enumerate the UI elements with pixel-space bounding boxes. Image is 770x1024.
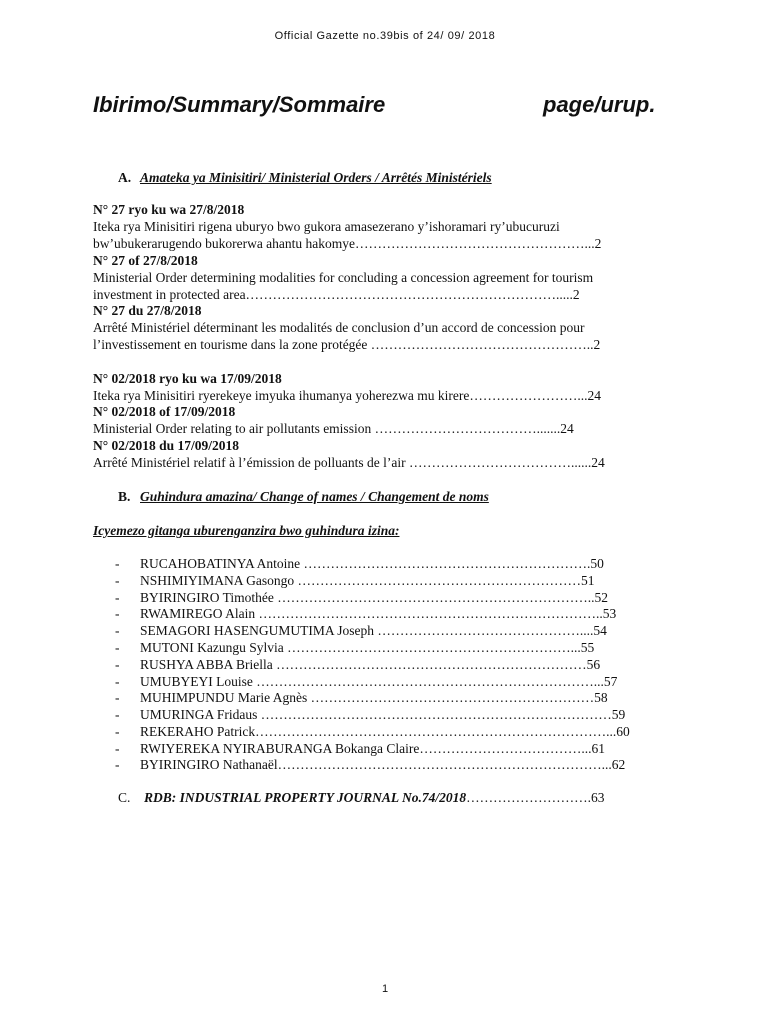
name-change-subheading: Icyemezo gitanga uburenganzira bwo guhindura izina: <box>93 523 400 538</box>
list-item: - NSHIMIYIMANA Gasongo ………………………………………………………51 <box>115 573 595 588</box>
toc-line: Iteka rya Minisitiri rigena uburyo bwo gukora amasezerano y’ishoramari ry’ubucuruzi <box>93 219 560 234</box>
list-item: - BYIRINGIRO Timothée ……………………………………………………………..52 <box>115 590 609 605</box>
section-c-letter: C. <box>118 790 131 805</box>
list-item: - RWAMIREGO Alain …………………………………………………………………..53 <box>115 606 617 621</box>
toc-line: Arrêté Ministériel relatif à l’émission de polluants de l’air ………………………………......24 <box>93 455 605 470</box>
toc-line: Arrêté Ministériel déterminant les modalités de conclusion d’un accord de concession pour <box>93 320 585 335</box>
section-b-heading <box>118 489 489 505</box>
section-c-leader: ……………………….63 <box>466 790 605 805</box>
section-a-title: Amateka ya Minisitiri/ Ministerial Orders / Arrêtés Ministériels <box>140 170 492 185</box>
order-number: N° 27 of 27/8/2018 <box>93 253 198 268</box>
page-number: 1 <box>381 983 389 995</box>
section-a-letter: A. <box>118 170 132 185</box>
toc-line: Iteka rya Minisitiri ryerekeye imyuka ihumanya yoherezwa mu kirere……………………...24 <box>93 388 601 403</box>
order-number: N° 02/2018 of 17/09/2018 <box>93 404 236 419</box>
list-item: - MUHIMPUNDU Marie Agnès ………………………………………………………58 <box>115 690 608 705</box>
gazette-header: Official Gazette no.39bis of 24/ 09/ 2018 <box>274 30 496 42</box>
toc-line: l’investissement en tourisme dans la zone protégée …………………………………………..2 <box>93 337 601 352</box>
toc-line: bw’ubukerarugendo bukorerwa ahantu hakomye……………………………………………...2 <box>93 236 602 251</box>
order-number: N° 27 ryo ku wa 27/8/2018 <box>93 202 245 217</box>
list-item: - RUSHYA ABBA Briella ……………………………………………………………56 <box>115 657 601 672</box>
list-item: - UMUBYEYI Louise …………………………………………………………………...57 <box>115 674 618 689</box>
list-item: - SEMAGORI HASENGUMUTIMA Joseph ………………………………………....54 <box>115 623 607 638</box>
section-a-heading <box>118 170 492 186</box>
toc-line: Ministerial Order determining modalities for concluding a concession agreement for tourism <box>93 270 594 285</box>
list-item: - BYIRINGIRO Nathanaël………………………………………………………………...62 <box>115 757 626 772</box>
toc-line: Ministerial Order relating to air pollutants emission ……………………………….......24 <box>93 421 574 436</box>
list-item: - REKERAHO Patrick……………………………………………………………………...60 <box>115 724 630 739</box>
section-b-title: Guhindura amazina/ Change of names / Changement de noms <box>140 489 489 504</box>
section-b-letter: B. <box>118 489 131 504</box>
list-item: - MUTONI Kazungu Sylvia ………………………………………………………...55 <box>115 640 595 655</box>
list-item: - RUCAHOBATINYA Antoine ……………………………………………………….50 <box>115 556 604 571</box>
toc-line: investment in protected area…………………………………………………………….....2 <box>93 287 580 302</box>
order-number: N° 02/2018 du 17/09/2018 <box>93 438 240 453</box>
summary-title: Ibirimo/Summary/Sommaire <box>93 92 386 117</box>
order-number: N° 27 du 27/8/2018 <box>93 303 202 318</box>
section-c-heading <box>118 790 605 806</box>
section-c-title: RDB: INDUSTRIAL PROPERTY JOURNAL No.74/2018 <box>144 790 467 805</box>
order-number: N° 02/2018 ryo ku wa 17/09/2018 <box>93 371 282 386</box>
list-item: - UMURINGA Fridaus ……………………………………………………………………59 <box>115 707 626 722</box>
list-item: - RWIYEREKA NYIRABURANGA Bokanga Claire………………………………...61 <box>115 741 605 756</box>
page-column-title: page/urup. <box>543 92 656 117</box>
